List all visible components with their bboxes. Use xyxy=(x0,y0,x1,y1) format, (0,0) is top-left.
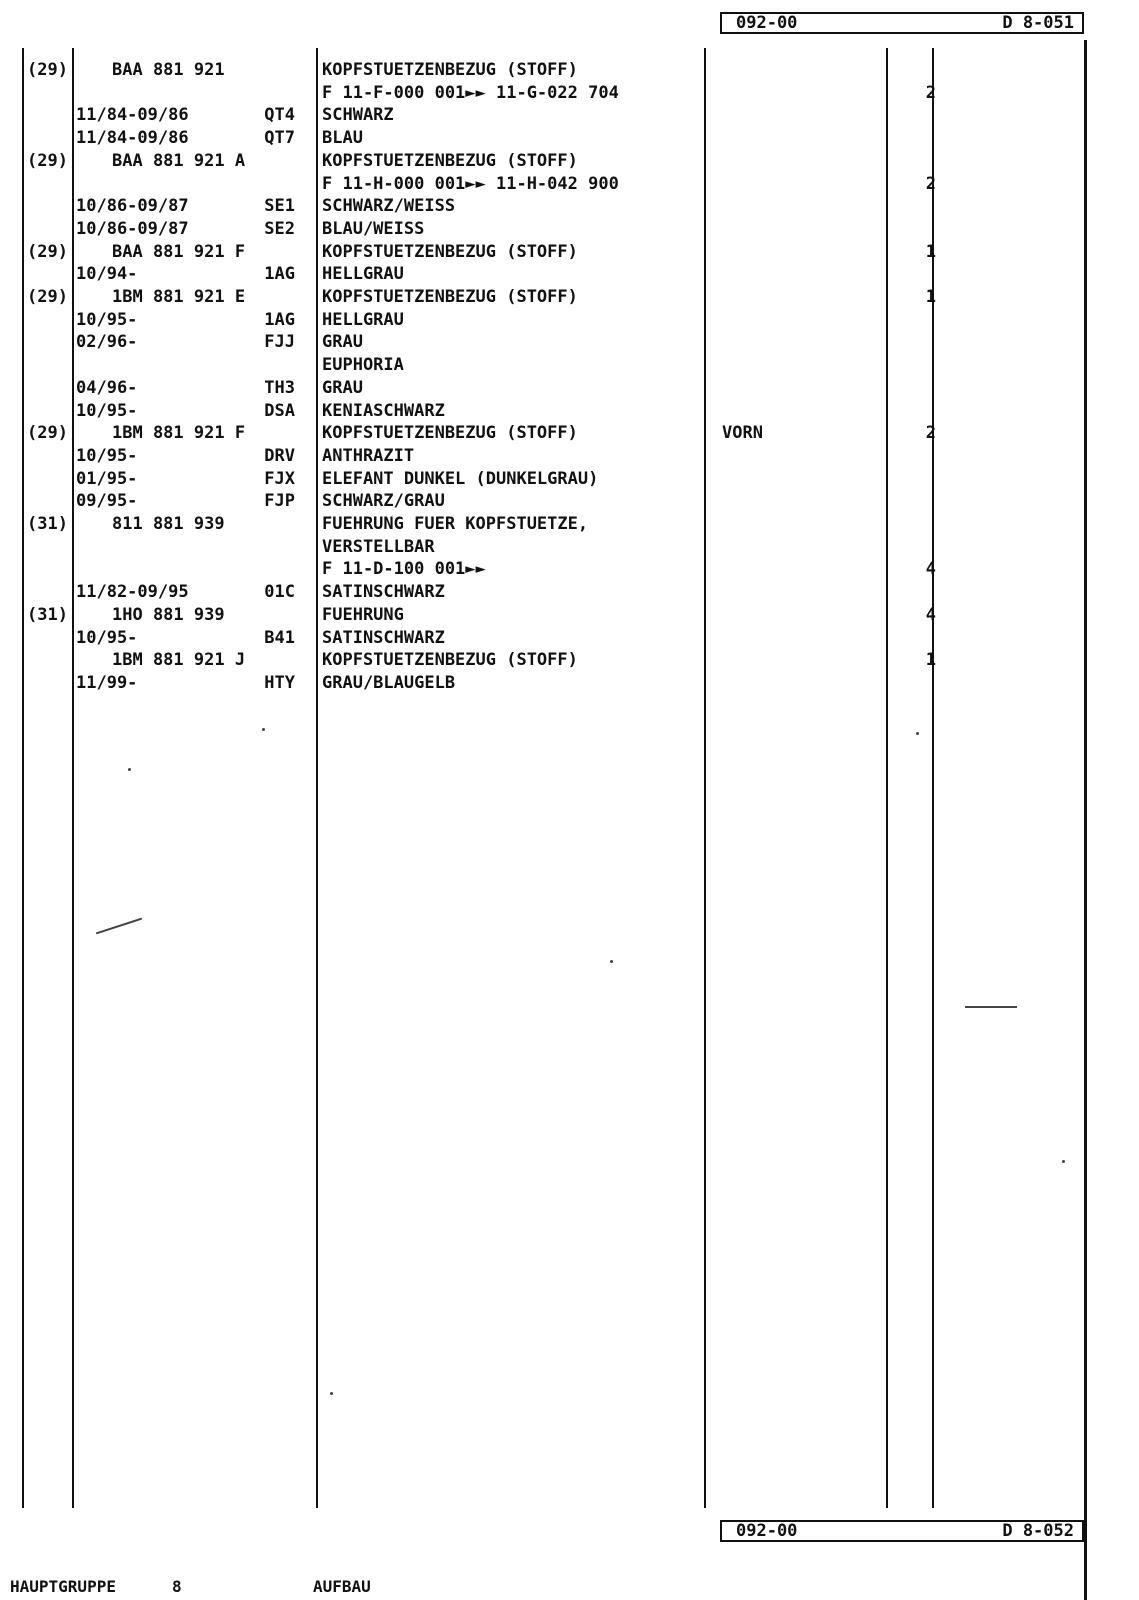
description: KOPFSTUETZENBEZUG (STOFF) xyxy=(322,287,578,307)
table-row xyxy=(0,468,1100,490)
table-row xyxy=(0,604,1100,626)
description: GRAU xyxy=(322,332,363,352)
table-row xyxy=(0,377,1100,399)
description: KOPFSTUETZENBEZUG (STOFF) xyxy=(322,423,578,443)
section-number-bottom: 092-00 xyxy=(736,1521,798,1541)
scan-speck xyxy=(1062,1160,1065,1163)
date-range: 01/95- xyxy=(76,469,138,489)
table-row xyxy=(0,354,1100,376)
description: BLAU xyxy=(322,128,363,148)
color-code: 1AG xyxy=(264,264,295,284)
date-range: 11/84-09/86 xyxy=(76,128,189,148)
description: GRAU/BLAUGELB xyxy=(322,673,456,693)
date-range: 10/86-09/87 xyxy=(76,219,189,239)
part-number: BAA 881 921 xyxy=(112,60,225,80)
quantity: 1 xyxy=(925,242,936,262)
table-row xyxy=(0,127,1100,149)
color-code: FJJ xyxy=(264,332,295,352)
table-row xyxy=(0,422,1100,444)
description: SCHWARZ/GRAU xyxy=(322,491,445,511)
table-row xyxy=(0,400,1100,422)
description: KOPFSTUETZENBEZUG (STOFF) xyxy=(322,242,578,262)
table-row xyxy=(0,82,1100,104)
figure-ref: (29) xyxy=(27,60,68,80)
table-row xyxy=(0,672,1100,694)
quantity: 2 xyxy=(925,174,936,194)
description: ANTHRAZIT xyxy=(322,446,415,466)
color-code: SE2 xyxy=(264,219,295,239)
page-number: D 8-051 xyxy=(1002,13,1074,33)
color-code: FJP xyxy=(264,491,295,511)
scan-speck xyxy=(128,768,131,771)
table-row xyxy=(0,104,1100,126)
table-row xyxy=(0,286,1100,308)
color-code: TH3 xyxy=(264,378,295,398)
group-label: HAUPTGRUPPE xyxy=(10,1577,116,1596)
table-row xyxy=(0,218,1100,240)
description: ELEFANT DUNKEL (DUNKELGRAU) xyxy=(322,469,599,489)
description: FUEHRUNG FUER KOPFSTUETZE, xyxy=(322,514,589,534)
description: FUEHRUNG xyxy=(322,605,404,625)
description: SATINSCHWARZ xyxy=(322,582,445,602)
scan-speck xyxy=(330,1392,333,1395)
quantity: 4 xyxy=(925,605,936,625)
table-row xyxy=(0,241,1100,263)
date-range: 10/95- xyxy=(76,628,138,648)
figure-ref: (29) xyxy=(27,423,68,443)
description: HELLGRAU xyxy=(322,310,404,330)
group-number: 8 xyxy=(172,1577,182,1596)
date-range: 11/84-09/86 xyxy=(76,105,189,125)
date-range: 02/96- xyxy=(76,332,138,352)
description: BLAU/WEISS xyxy=(322,219,425,239)
table-row xyxy=(0,173,1100,195)
description: VERSTELLBAR xyxy=(322,537,435,557)
remark: VORN xyxy=(722,423,763,443)
section-number: 092-00 xyxy=(736,13,798,33)
part-number: BAA 881 921 A xyxy=(112,151,246,171)
color-code: FJX xyxy=(264,469,295,489)
date-range: 10/95- xyxy=(76,446,138,466)
color-code: QT4 xyxy=(264,105,295,125)
page-number-bottom: D 8-052 xyxy=(1002,1521,1074,1541)
part-number: 1BM 881 921 E xyxy=(112,287,246,307)
color-code: DSA xyxy=(264,401,295,421)
color-code: HTY xyxy=(264,673,295,693)
figure-ref: (29) xyxy=(27,287,68,307)
table-row xyxy=(0,263,1100,285)
part-number: 1HO 881 939 xyxy=(112,605,225,625)
description: KOPFSTUETZENBEZUG (STOFF) xyxy=(322,650,578,670)
description: F 11-H-000 001►► 11-H-042 900 xyxy=(322,174,619,194)
table-row xyxy=(0,490,1100,512)
figure-ref: (31) xyxy=(27,514,68,534)
description: KOPFSTUETZENBEZUG (STOFF) xyxy=(322,60,578,80)
table-row xyxy=(0,513,1100,535)
quantity: 2 xyxy=(925,423,936,443)
table-row xyxy=(0,581,1100,603)
part-number: 1BM 881 921 J xyxy=(112,650,246,670)
table-row xyxy=(0,59,1100,81)
scan-mark xyxy=(96,918,142,935)
date-range: 10/95- xyxy=(76,401,138,421)
description: SCHWARZ xyxy=(322,105,394,125)
table-row xyxy=(0,445,1100,467)
date-range: 10/94- xyxy=(76,264,138,284)
scan-speck xyxy=(262,728,265,731)
page-reference-top xyxy=(720,12,1084,34)
quantity: 4 xyxy=(925,559,936,579)
description: EUPHORIA xyxy=(322,355,404,375)
scan-mark xyxy=(965,1006,1017,1008)
table-row xyxy=(0,536,1100,558)
description: F 11-F-000 001►► 11-G-022 704 xyxy=(322,83,619,103)
color-code: SE1 xyxy=(264,196,295,216)
date-range: 10/86-09/87 xyxy=(76,196,189,216)
part-number: BAA 881 921 F xyxy=(112,242,246,262)
description: SCHWARZ/WEISS xyxy=(322,196,456,216)
color-code: B41 xyxy=(264,628,295,648)
scan-speck xyxy=(916,732,919,735)
date-range: 11/82-09/95 xyxy=(76,582,189,602)
table-row xyxy=(0,150,1100,172)
description: HELLGRAU xyxy=(322,264,404,284)
scan-speck xyxy=(610,960,613,963)
part-number: 1BM 881 921 F xyxy=(112,423,246,443)
description: KENIASCHWARZ xyxy=(322,401,445,421)
figure-ref: (29) xyxy=(27,151,68,171)
quantity: 2 xyxy=(925,83,936,103)
table-row xyxy=(0,331,1100,353)
description: SATINSCHWARZ xyxy=(322,628,445,648)
date-range: 11/99- xyxy=(76,673,138,693)
figure-ref: (29) xyxy=(27,242,68,262)
date-range: 04/96- xyxy=(76,378,138,398)
description: F 11-D-100 001►► xyxy=(322,559,486,579)
description: KOPFSTUETZENBEZUG (STOFF) xyxy=(322,151,578,171)
quantity: 1 xyxy=(925,287,936,307)
color-code: QT7 xyxy=(264,128,295,148)
color-code: 1AG xyxy=(264,310,295,330)
color-code: DRV xyxy=(264,446,295,466)
table-row xyxy=(0,309,1100,331)
page-reference-bottom xyxy=(720,1520,1084,1542)
table-row xyxy=(0,558,1100,580)
part-number: 811 881 939 xyxy=(112,514,225,534)
group-name: AUFBAU xyxy=(313,1577,371,1596)
date-range: 10/95- xyxy=(76,310,138,330)
description: GRAU xyxy=(322,378,363,398)
quantity: 1 xyxy=(925,650,936,670)
date-range: 09/95- xyxy=(76,491,138,511)
table-row xyxy=(0,627,1100,649)
table-row xyxy=(0,195,1100,217)
figure-ref: (31) xyxy=(27,605,68,625)
table-row xyxy=(0,649,1100,671)
color-code: 01C xyxy=(264,582,295,602)
